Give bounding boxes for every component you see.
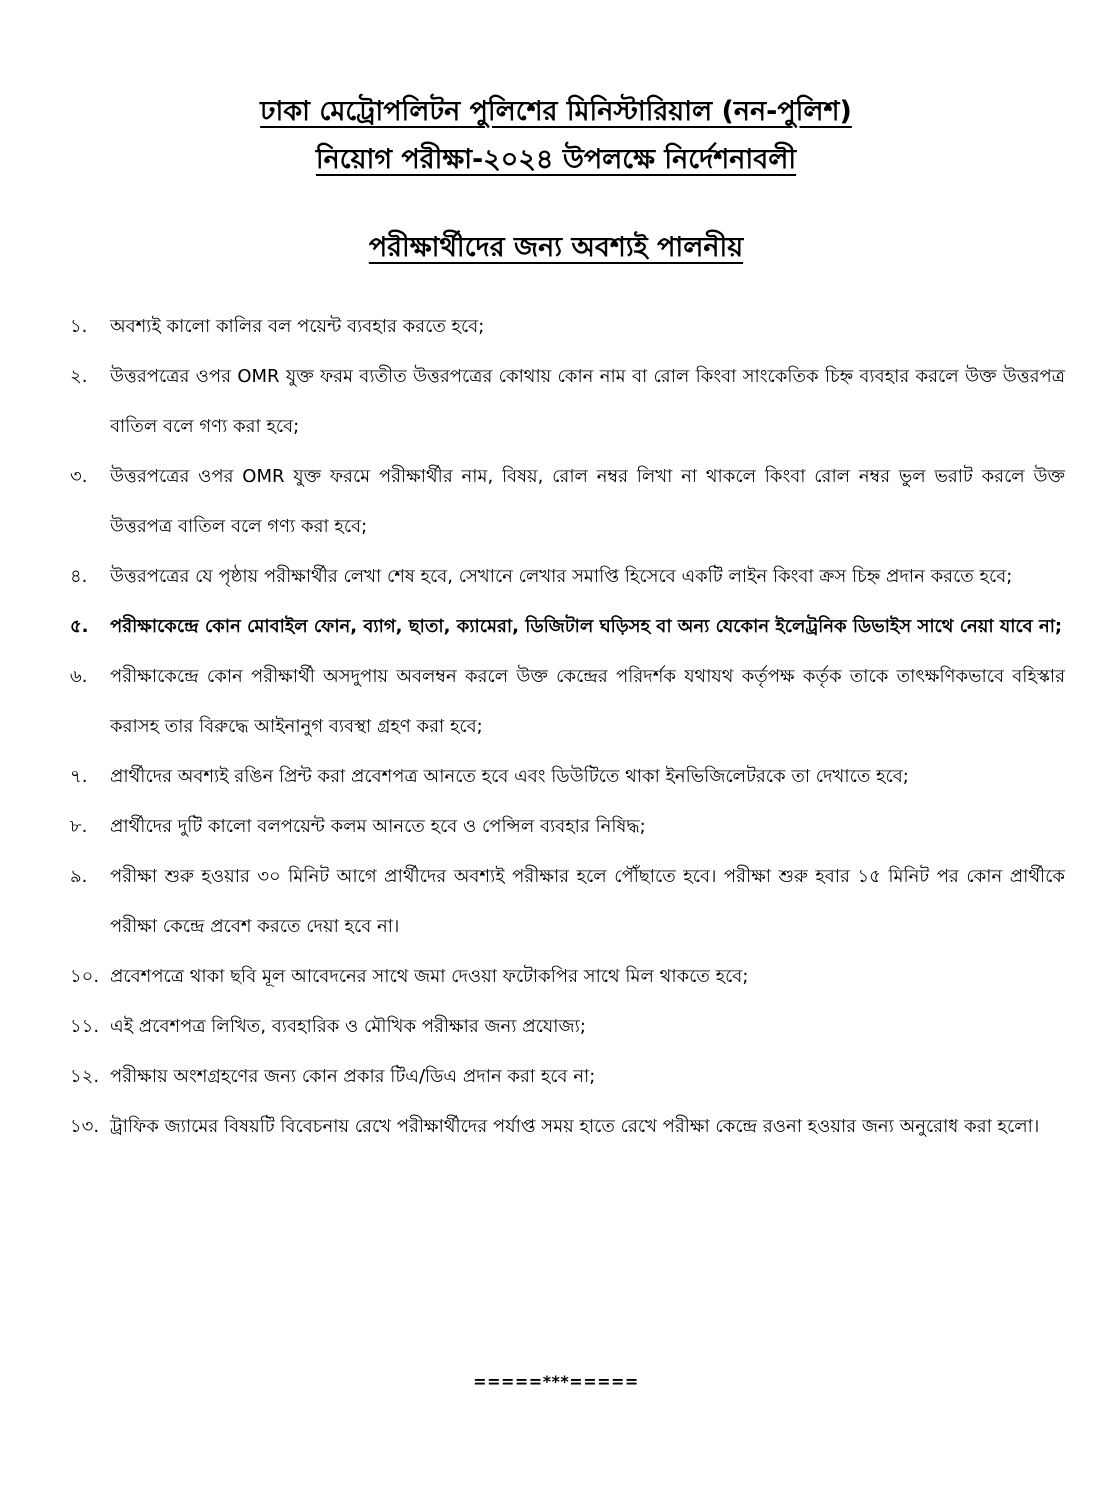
instruction-text: উত্তরপত্রের যে পৃষ্ঠায় পরীক্ষার্থীর লেখা শেষ হবে, সেখানে লেখার সমাপ্তি হিসেবে একটি লাইন কিংবা ক্রস চিহ্ন প্রদান করতে হবে;: [110, 566, 1013, 587]
instruction-item: [70, 752, 1065, 802]
end-mark: =====***=====: [473, 1372, 639, 1391]
instruction-item: [70, 952, 1065, 1002]
instruction-text: পরীক্ষা শুরু হওয়ার ৩০ মিনিট আগে প্রার্থীদের অবশ্যই পরীক্ষার হলে পৌঁছাতে হবে। পরীক্ষা শুরু হবার ১৫ মিনিট পর কোন প্রার্থীকে পরীক্ষা কেন্দ্রে প্রবেশ করতে দেয়া হবে না।: [110, 866, 1065, 937]
instruction-number: ১১.: [70, 1016, 100, 1037]
instruction-text: অবশ্যই কালো কালির বল পয়েন্ট ব্যবহার করতে হবে;: [110, 316, 485, 337]
title-block: [0, 88, 1112, 184]
instruction-text: প্রার্থীদের অবশ্যই রঙিন প্রিন্ট করা প্রবেশপত্র আনতে হবে এবং ডিউটিতে থাকা ইনভিজিলেটরকে তা দেখাতে হবে;: [110, 766, 909, 787]
title-line-2: নিয়োগ পরীক্ষা-২০২৪ উপলক্ষে নির্দেশনাবলী: [315, 144, 797, 175]
instruction-number: ৭.: [70, 766, 88, 787]
instruction-text: উত্তরপত্রের ওপর OMR যুক্ত ফরমে পরীক্ষার্থীর নাম, বিষয়, রোল নম্বর লিখা না থাকলে কিংবা রোল নম্বর ভুল ভরাট করলে উক্ত উত্তরপত্র বাতিল বলে গণ্য করা হবে;: [110, 466, 1065, 537]
instruction-item: [70, 1102, 1065, 1152]
instruction-item: [70, 452, 1065, 552]
instruction-item: [70, 302, 1065, 352]
instruction-number: ১২.: [70, 1066, 100, 1087]
instruction-number: ১৩.: [70, 1116, 100, 1137]
instruction-number: ৯.: [70, 866, 88, 887]
instruction-item: [70, 552, 1065, 602]
instruction-item: [70, 352, 1065, 452]
instruction-text: প্রবেশপত্রে থাকা ছবি মূল আবেদনের সাথে জমা দেওয়া ফটোকপির সাথে মিল থাকতে হবে;: [110, 966, 749, 987]
instruction-item: [70, 1002, 1065, 1052]
instruction-text: এই প্রবেশপত্র লিখিত, ব্যবহারিক ও মৌখিক পরীক্ষার জন্য প্রযোজ্য;: [110, 1016, 586, 1037]
instruction-number: ১.: [70, 316, 88, 337]
instruction-number: ৫.: [70, 616, 89, 637]
instruction-item: [70, 652, 1065, 752]
instruction-number: ৮.: [70, 816, 88, 837]
instruction-text: পরীক্ষায় অংশগ্রহণের জন্য কোন প্রকার টিএ/ডিএ প্রদান করা হবে না;: [110, 1066, 596, 1087]
instruction-number: ৪.: [70, 566, 88, 587]
instruction-number: ৩.: [70, 466, 88, 487]
instruction-number: ৬.: [70, 666, 88, 687]
instruction-text: পরীক্ষাকেন্দ্রে কোন পরীক্ষার্থী অসদুপায় অবলম্বন করলে উক্ত কেন্দ্রের পরিদর্শক যথাযথ কর্তৃপক্ষ কর্তৃক তাকে তাৎক্ষণিকভাবে বহিস্কার করাসহ তার বিরুদ্ধে আইনানুগ ব্যবস্থা গ্রহণ করা হবে;: [110, 666, 1065, 737]
instruction-number: ২.: [70, 366, 88, 387]
title-line-1: ঢাকা মেট্রোপলিটন পুলিশের মিনিস্টারিয়াল (নন-পুলিশ): [260, 96, 852, 127]
instruction-text: প্রার্থীদের দুটি কালো বলপয়েন্ট কলম আনতে হবে ও পেন্সিল ব্যবহার নিষিদ্ধ;: [110, 816, 646, 837]
instruction-list: [70, 302, 1065, 1152]
subtitle: পরীক্ষার্থীদের জন্য অবশ্যই পালনীয়: [368, 232, 744, 263]
instruction-item-bold: [70, 602, 1065, 652]
instruction-item: [70, 1052, 1065, 1102]
instruction-number: ১০.: [70, 966, 100, 987]
instruction-text: ট্রাফিক জ্যামের বিষয়টি বিবেচনায় রেখে পরীক্ষার্থীদের পর্যাপ্ত সময় হাতে রেখে পরীক্ষা কেন্দ্রে রওনা হওয়ার জন্য অনুরোধ করা হলো।: [110, 1116, 1040, 1137]
instruction-text: পরীক্ষাকেন্দ্রে কোন মোবাইল ফোন, ব্যাগ, ছাতা, ক্যামেরা, ডিজিটাল ঘড়িসহ বা অন্য যেকোন ইলেট্রনিক ডিভাইস সাথে নেয়া যাবে না;: [110, 616, 1063, 637]
instruction-item: [70, 802, 1065, 852]
instruction-item: [70, 852, 1065, 952]
instruction-text: উত্তরপত্রের ওপর OMR যুক্ত ফরম ব্যতীত উত্তরপত্রের কোথায় কোন নাম বা রোল কিংবা সাংকেতিক চিহ্ন ব্যবহার করলে উক্ত উত্তরপত্র বাতিল বলে গণ্য করা হবে;: [110, 366, 1065, 437]
